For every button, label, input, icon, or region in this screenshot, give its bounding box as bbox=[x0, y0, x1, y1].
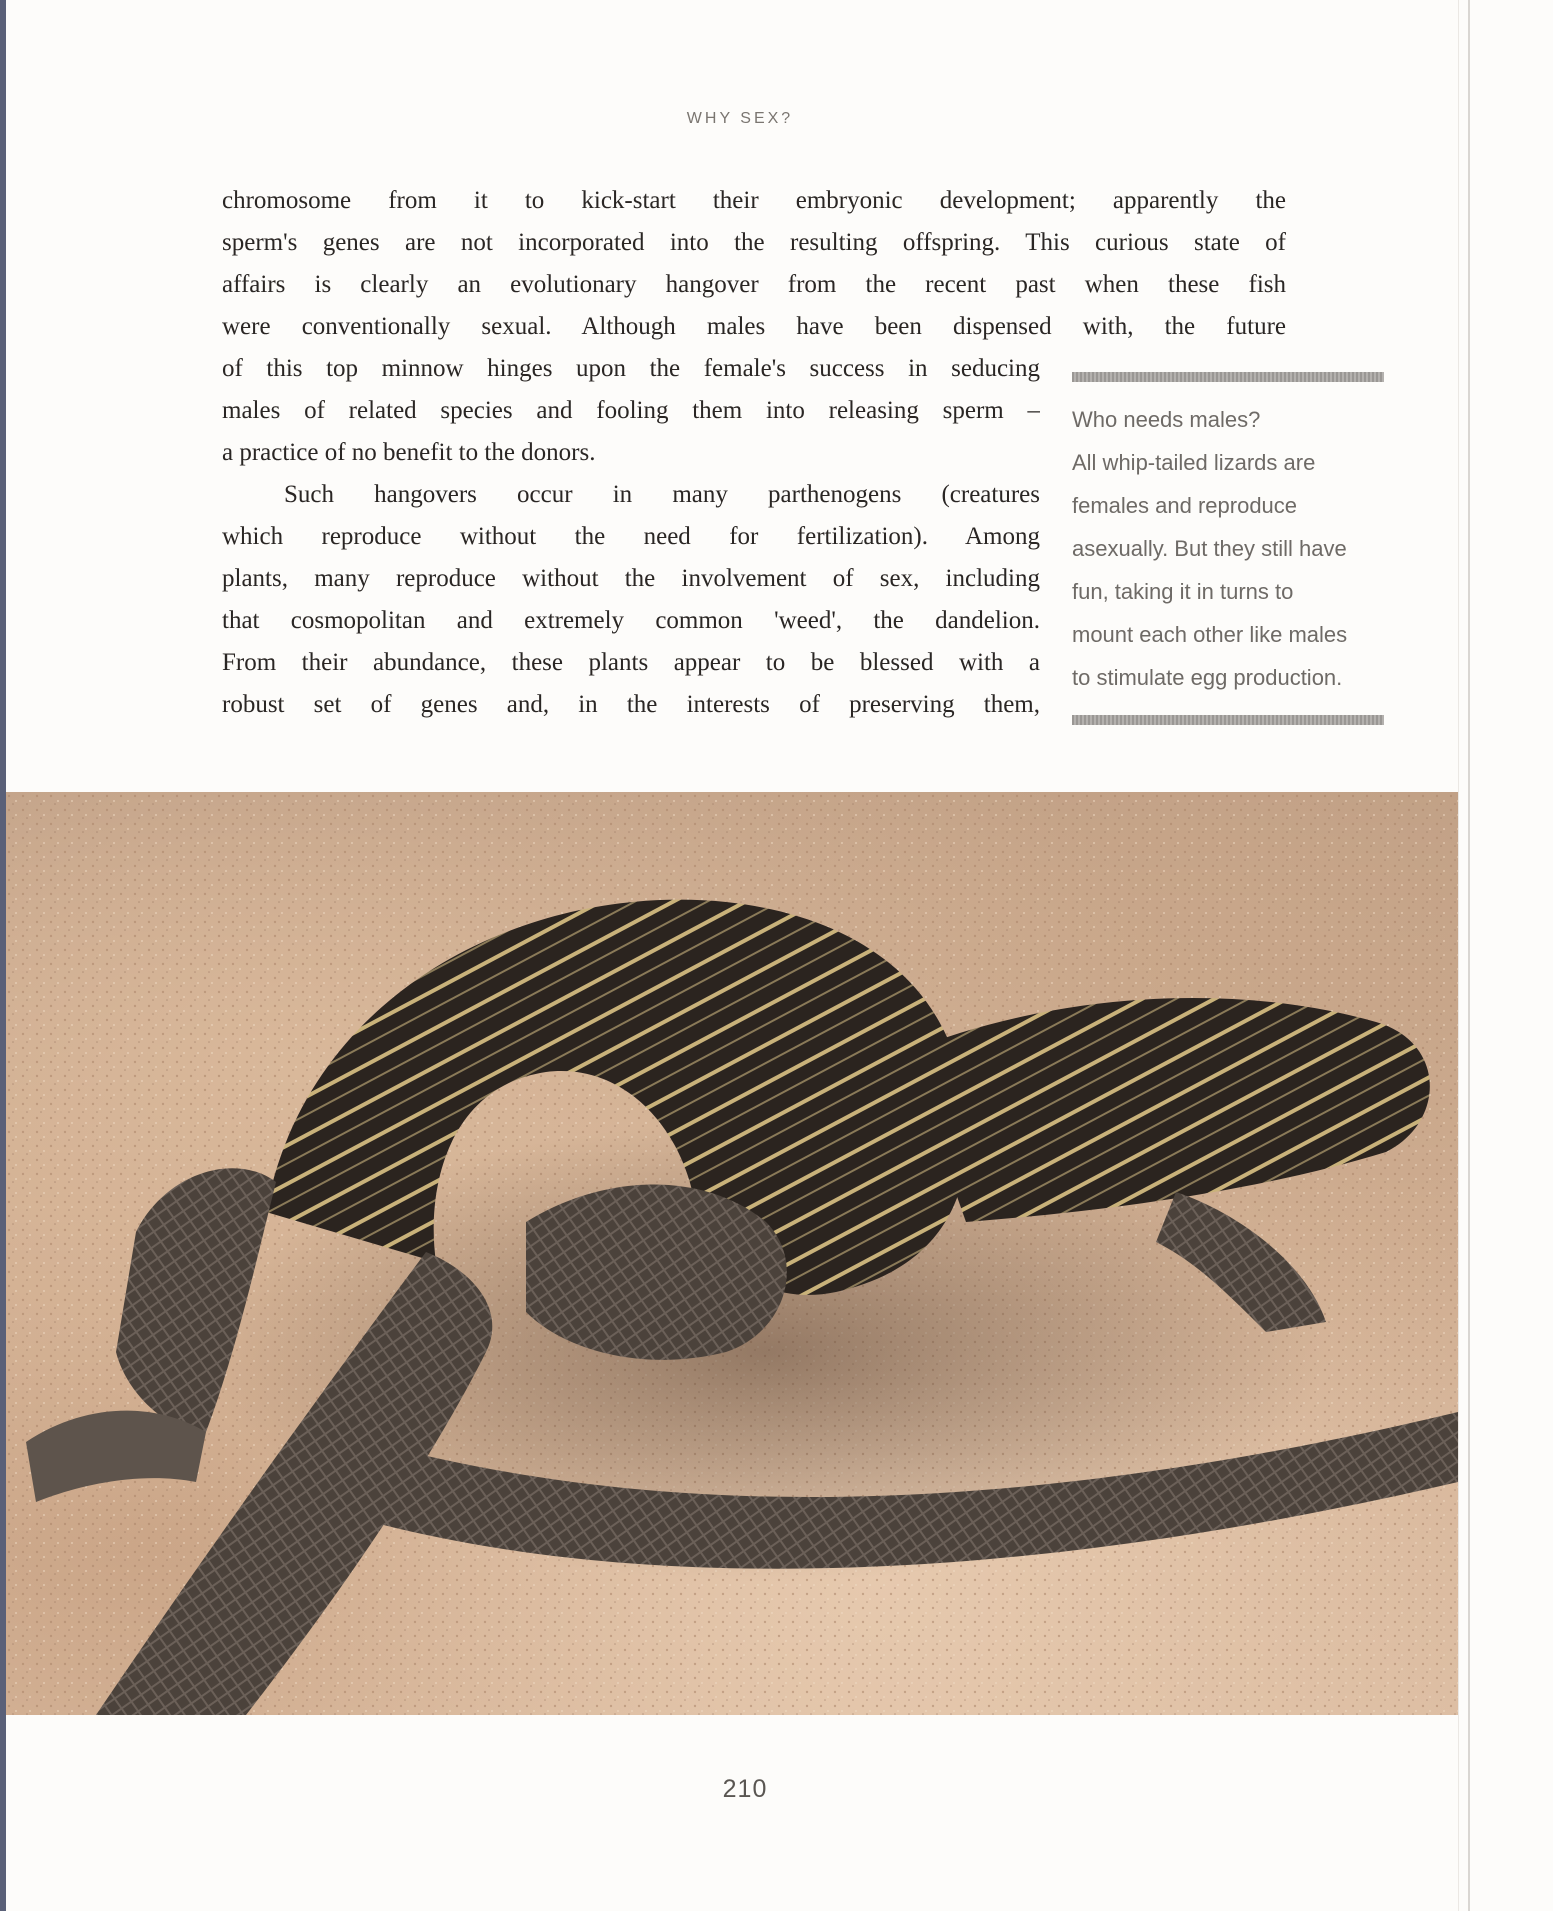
sidebar-text: fun, taking it in turns to bbox=[1072, 579, 1294, 604]
body-line: affairs is clearly an evolutionary hangover from the recent past when these fish bbox=[222, 271, 1286, 298]
sidebar-text: All whip-tailed lizards are bbox=[1072, 450, 1316, 475]
body-line: that cosmopolitan and extremely common 'weed', the dandelion. bbox=[222, 607, 1040, 634]
body-line: plants, many reproduce without the involvement of sex, including bbox=[222, 565, 1040, 592]
body-line: sperm's genes are not incorporated into the resulting offspring. This curious state of bbox=[222, 229, 1286, 256]
page-number: 210 bbox=[722, 1775, 768, 1803]
body-line: chromosome from it to kick-start their embryonic development; apparently the bbox=[222, 187, 1286, 214]
body-line: which reproduce without the need for fertilization). Among bbox=[222, 523, 1040, 550]
body-line: of this top minnow hinges upon the female's success in seducing bbox=[222, 355, 1040, 382]
page-edge-inner bbox=[1458, 0, 1459, 1911]
sidebar-text: females and reproduce bbox=[1072, 493, 1298, 518]
body-line: were conventionally sexual. Although males have been dispensed with, the future bbox=[222, 313, 1286, 340]
sidebar-text: asexually. But they still have bbox=[1072, 536, 1347, 561]
sidebar-rule-top bbox=[1072, 372, 1384, 382]
body-line: a practice of no benefit to the donors. bbox=[222, 439, 596, 466]
sidebar-heading: Who needs males? bbox=[1072, 407, 1261, 432]
page-edge-right bbox=[1468, 0, 1470, 1911]
body-line: From their abundance, these plants appear to be blessed with a bbox=[222, 649, 1040, 676]
sidebar-text: mount each other like males bbox=[1072, 622, 1348, 647]
sidebar-text: to stimulate egg production. bbox=[1072, 665, 1343, 690]
body-line: robust set of genes and, in the interests of preserving them, bbox=[222, 691, 1040, 718]
lizard-photo bbox=[6, 792, 1458, 1715]
body-line: Such hangovers occur in many parthenogens (creatures bbox=[284, 481, 1040, 508]
running-head: WHY SEX? bbox=[686, 110, 794, 127]
sidebar-rule-bottom bbox=[1072, 715, 1384, 725]
body-line: males of related species and fooling them into releasing sperm – bbox=[222, 397, 1040, 424]
